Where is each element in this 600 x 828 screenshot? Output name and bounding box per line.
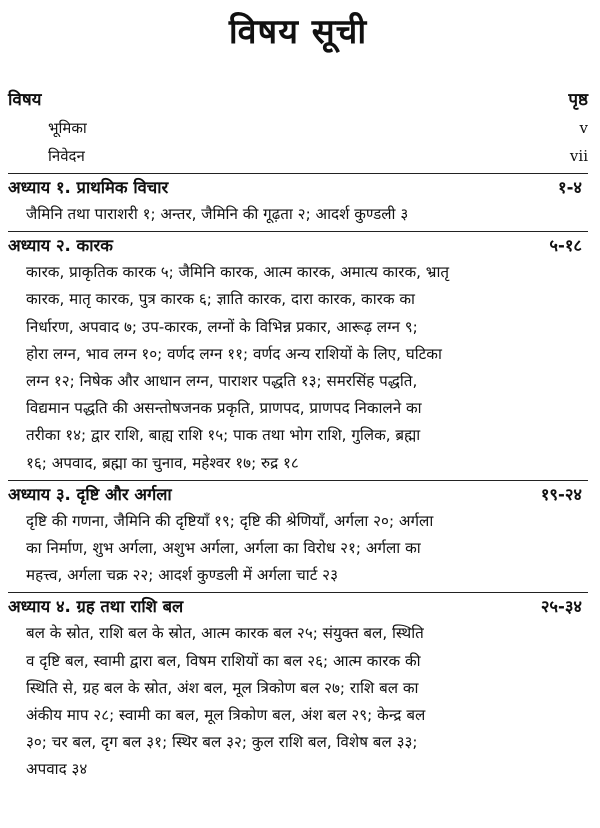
chapter-line: लग्न १२; निषेक और आधान लग्न, पाराशर पद्धति १३; समरसिंह पद्धति, — [26, 372, 418, 391]
chapter-line: दृष्टि की गणना, जैमिनि की दृष्टियाँ १९; दृष्टि की श्रेणियाँ, अर्गला २०; अर्गला — [26, 511, 434, 530]
chapter-line: निर्धारण, अपवाद ७; उप-कारक, लग्नों के विभिन्न प्रकार, आरूढ़ लग्न ९; — [26, 317, 418, 336]
front-matter-page: v — [579, 119, 588, 137]
divider — [8, 173, 588, 174]
chapter-line: अंकीय माप २८; स्वामी का बल, मूल त्रिकोण बल, अंश बल २९; केन्द्र बल — [26, 706, 426, 725]
chapter-heading — [8, 594, 588, 620]
chapter-1 — [8, 175, 588, 228]
chapter-title: अध्याय २. कारक — [8, 236, 113, 256]
chapter-line: अपवाद ३४ — [26, 760, 88, 779]
chapter-body — [8, 620, 588, 783]
chapter-line: होरा लग्न, भाव लग्न १०; वर्णद लग्न ११; वर्णद अन्य राशियों के लिए, घटिका — [26, 344, 442, 363]
toc-header-page: पृष्ठ — [568, 90, 588, 110]
chapter-title: अध्याय ३. दृष्टि और अर्गला — [8, 484, 172, 504]
chapter-line: महत्त्व, अर्गला चक्र २२; आदर्श कुण्डली में अर्गला चार्ट २३ — [26, 566, 338, 585]
divider — [8, 592, 588, 593]
chapter-line: तरीका १४; द्वार राशि, बाह्य राशि १५; पाक तथा भोग राशि, गुलिक, ब्रह्मा — [26, 426, 421, 445]
front-matter-item — [8, 114, 588, 142]
chapter-title: अध्याय १. प्राथमिक विचार — [8, 178, 169, 197]
chapter-line: ३०; चर बल, दृग बल ३१; स्थिर बल ३२; कुल राशि बल, विशेष बल ३३; — [26, 733, 418, 752]
chapter-line: स्थिति से, ग्रह बल के स्रोत, अंश बल, मूल त्रिकोण बल २७; राशि बल का — [26, 678, 419, 697]
chapter-2 — [8, 233, 588, 477]
chapter-heading — [8, 482, 588, 508]
front-matter-item — [8, 142, 588, 170]
chapter-line: जैमिनि तथा पाराशरी १; अन्तर, जैमिनि की गूढ़ता २; आदर्श कुण्डली ३ — [26, 205, 409, 223]
front-matter-page: vii — [569, 147, 588, 165]
chapter-body — [8, 259, 588, 477]
chapter-title: अध्याय ४. ग्रह तथा राशि बल — [8, 597, 184, 617]
chapter-3 — [8, 482, 588, 590]
divider — [8, 231, 588, 232]
chapter-4 — [8, 594, 588, 783]
chapter-line: व दृष्टि बल, स्वामी द्वारा बल, विषम राशियों का बल २६; आत्म कारक की — [26, 651, 421, 670]
chapter-pages: १-४ — [557, 178, 582, 197]
page-title: विषय सूची — [228, 12, 368, 52]
divider — [8, 480, 588, 481]
toc-header-subject: विषय — [8, 90, 42, 110]
chapter-body — [8, 201, 588, 228]
chapter-line: विद्यमान पद्धति की असन्तोषजनक प्रकृति, प्राणपद, प्राणपद निकालने का — [26, 399, 422, 418]
chapter-pages: २५-३४ — [540, 597, 582, 617]
toc-header — [8, 86, 588, 114]
chapter-line: १६; अपवाद, ब्रह्मा का चुनाव, महेश्वर १७; रुद्र १८ — [26, 453, 299, 472]
chapter-line: का निर्माण, शुभ अर्गला, अशुभ अर्गला, अर्गला का विरोध २१; अर्गला का — [26, 539, 421, 558]
chapter-line: कारक, मातृ कारक, पुत्र कारक ६; ज्ञाति कारक, दारा कारक, कारक का — [26, 290, 415, 309]
chapter-body — [8, 508, 588, 590]
chapter-pages: १९-२४ — [540, 484, 582, 504]
front-matter-label: निवेदन — [48, 147, 85, 165]
chapter-heading — [8, 233, 588, 259]
chapter-line: कारक, प्राकृतिक कारक ५; जैमिनि कारक, आत्म कारक, अमात्य कारक, भ्रातृ — [26, 263, 450, 282]
chapter-pages: ५-१८ — [549, 236, 582, 256]
front-matter-label: भूमिका — [48, 119, 87, 137]
chapter-line: बल के स्रोत, राशि बल के स्रोत, आत्म कारक बल २५; संयुक्त बल, स्थिति — [26, 624, 424, 643]
chapter-heading — [8, 175, 588, 201]
